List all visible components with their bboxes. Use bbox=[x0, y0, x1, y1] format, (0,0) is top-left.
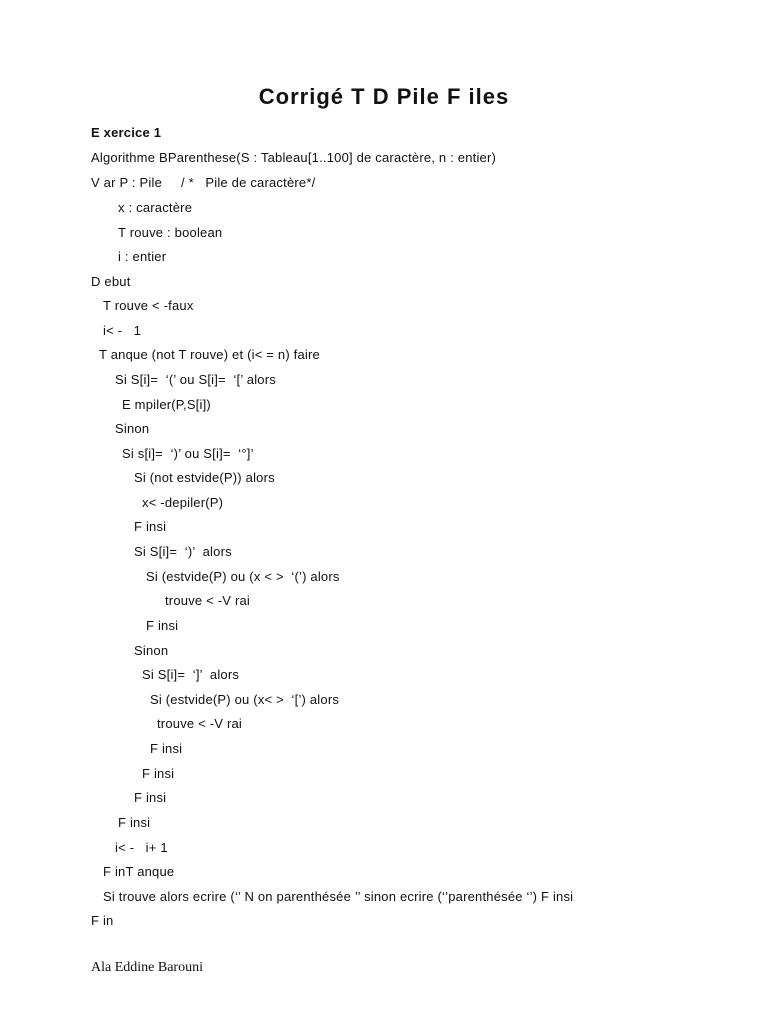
document-title: Corrigé T D Pile F iles bbox=[258, 84, 510, 109]
algorithm-line: Si S[i]= ‘(’ ou S[i]= ‘[’ alors bbox=[115, 372, 276, 387]
algorithm-line: F insi bbox=[142, 766, 175, 781]
algorithm-line: F inT anque bbox=[103, 864, 175, 879]
exercise-heading: E xercice 1 bbox=[91, 125, 162, 140]
algorithm-line: Si S[i]= ‘]’ alors bbox=[142, 667, 240, 682]
algorithm-line: trouve < -V rai bbox=[165, 593, 251, 608]
algorithm-line: T rouve < -faux bbox=[103, 298, 194, 313]
algorithm-line: Si (not estvide(P)) alors bbox=[134, 470, 275, 485]
algorithm-line: trouve < -V rai bbox=[157, 716, 243, 731]
algorithm-line: Sinon bbox=[134, 643, 169, 658]
algorithm-line: Si (estvide(P) ou (x < > ‘(’) alors bbox=[146, 569, 340, 584]
algorithm-line: Algorithme BParenthese(S : Tableau[1..100] de caractère, n : entier) bbox=[91, 150, 497, 165]
algorithm-line: T anque (not T rouve) et (i< = n) faire bbox=[99, 347, 320, 362]
algorithm-line: Sinon bbox=[115, 421, 150, 436]
algorithm-line: F insi bbox=[146, 618, 179, 633]
author-footer: Ala Eddine Barouni bbox=[91, 960, 203, 975]
algorithm-line: Si (estvide(P) ou (x< > ‘[’) alors bbox=[150, 692, 340, 707]
algorithm-line: Si trouve alors ecrire (‘’ N on parenthésée ’’ sinon ecrire (‘’parenthésée ‘’) F insi bbox=[103, 889, 574, 904]
algorithm-line: V ar P : Pile / * Pile de caractère*/ bbox=[91, 175, 316, 190]
algorithm-line: F in bbox=[91, 913, 114, 928]
algorithm-line: F insi bbox=[150, 741, 183, 756]
algorithm-line: T rouve : boolean bbox=[118, 225, 223, 240]
algorithm-line: F insi bbox=[134, 790, 167, 805]
algorithm-line: Si S[i]= ‘)’ alors bbox=[134, 544, 232, 559]
algorithm-line: x< -depiler(P) bbox=[142, 495, 224, 510]
algorithm-line: i< - 1 bbox=[103, 323, 142, 338]
algorithm-line: i< - i+ 1 bbox=[115, 840, 168, 855]
algorithm-line: x : caractère bbox=[118, 200, 193, 215]
algorithm-line: E mpiler(P,S[i]) bbox=[122, 397, 211, 412]
algorithm-line: D ebut bbox=[91, 274, 131, 289]
algorithm-line: i : entier bbox=[118, 249, 167, 264]
algorithm-line: Si s[i]= ‘)’ ou S[i]= ‘°]’ bbox=[122, 446, 254, 461]
algorithm-line: F insi bbox=[134, 519, 167, 534]
algorithm-line: F insi bbox=[118, 815, 151, 830]
